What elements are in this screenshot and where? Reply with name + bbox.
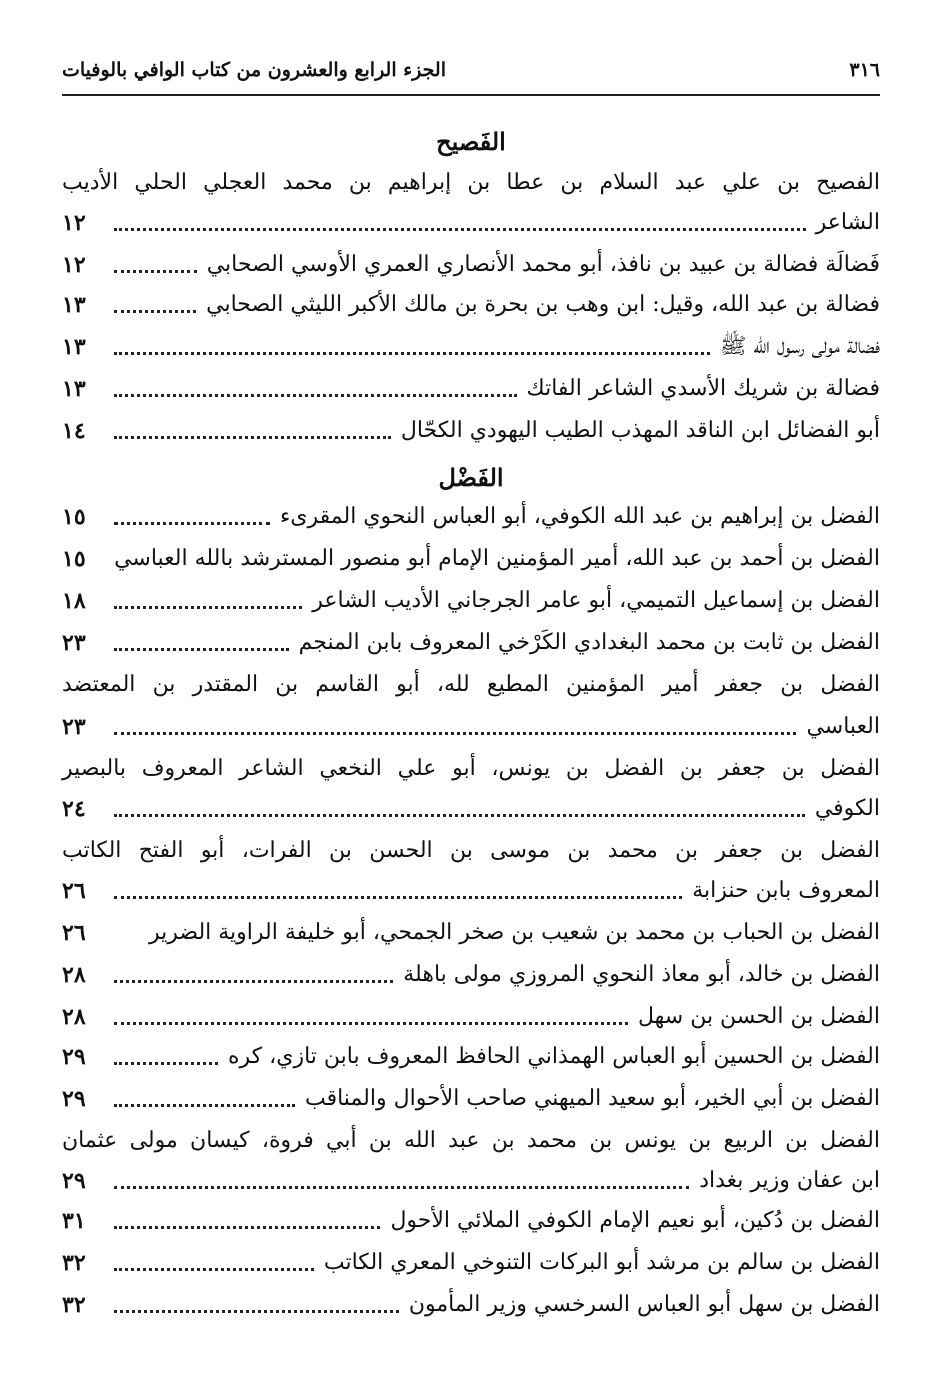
page-header <box>62 52 880 88</box>
dot-leader <box>114 648 289 651</box>
dot-leader <box>114 1062 218 1065</box>
entry-text: المعروف بابن حنزابة <box>692 878 880 903</box>
toc-entry <box>62 1160 880 1202</box>
page-ref: ١٣ <box>62 292 86 318</box>
entry-line: الفضل بن جعفر بن الفضل بن يونس، أبو علي النخعي الشاعر المعروف بالبصير <box>62 756 880 781</box>
page-ref: ١٨ <box>62 588 86 614</box>
running-title: الجزء الرابع والعشرون من كتاب الوافي بالوفيات <box>62 59 446 81</box>
dot-leader <box>114 1104 295 1107</box>
page-ref: ٢٣ <box>62 630 86 656</box>
toc-entry <box>62 996 880 1038</box>
toc-entry <box>62 706 880 748</box>
page-number: ٣١٦ <box>849 59 880 81</box>
entry-text: الفضل بن إبراهيم بن عبد الله الكوفي، أبو العباس النحوي المقرىء <box>279 504 880 529</box>
dot-leader <box>114 606 302 609</box>
page-ref: ٢٨ <box>62 962 86 988</box>
entry-text: الفضل بن الحسن بن سهل <box>637 1004 880 1029</box>
entry-text: الفضل بن ثابت بن محمد البغدادي الكَرْخي المعروف بابن المنجم <box>298 630 880 655</box>
page-ref: ٣١ <box>62 1208 86 1234</box>
dot-leader <box>114 1226 380 1229</box>
page-ref: ٢٦ <box>62 878 86 904</box>
entry-text: الكوفي <box>814 796 880 821</box>
page-ref: ٢٨ <box>62 1004 86 1030</box>
dot-leader <box>114 1022 628 1025</box>
page-ref: ٢٩ <box>62 1168 86 1194</box>
entry-line: الفصيح بن علي عبد السلام بن عطا بن إبراهيم بن محمد العجلي الحلي الأديب <box>62 170 880 195</box>
section-title-fadl: الفَضْل <box>438 463 504 492</box>
dot-leader <box>114 270 197 273</box>
dot-leader <box>114 310 196 313</box>
toc-entry <box>62 368 880 410</box>
entry-line: الفضل بن الربيع بن يونس بن محمد بن عبد الله بن أبي فروة، كيسان مولى عثمان <box>62 1128 880 1153</box>
toc-entry <box>62 954 880 996</box>
toc-entry <box>62 1284 880 1326</box>
entry-text: الفضل بن دُكين، أبو نعيم الإمام الكوفي الملائي الأحول <box>390 1208 880 1233</box>
entry-line: الفضل بن جعفر بن محمد بن موسى بن الحسن بن الفرات، أبو الفتح الكاتب <box>62 838 880 863</box>
section-title-fasih: الفَصيح <box>436 127 506 156</box>
dot-leader <box>114 814 805 817</box>
dot-leader <box>114 228 806 231</box>
entry-text: فضالة بن شريك الأسدي الشاعر الفاتك <box>526 376 880 401</box>
toc-entry <box>62 410 880 452</box>
dot-leader <box>114 522 270 525</box>
toc-entry <box>62 202 880 244</box>
entry-text: فضالة مولى رسول الله ﷺ <box>719 334 880 359</box>
dot-leader <box>114 896 682 899</box>
toc-entry <box>62 1078 880 1120</box>
entry-text: الفضل بن إسماعيل التميمي، أبو عامر الجرجاني الأديب الشاعر <box>312 588 880 613</box>
page-ref: ٢٩ <box>62 1086 86 1112</box>
entry-text: الفضل بن الحباب بن محمد بن شعيب بن صخر الجمحي، أبو خليفة الراوية الضرير <box>148 920 880 945</box>
dot-leader <box>114 436 391 439</box>
dot-leader <box>114 1186 689 1189</box>
dot-leader <box>114 1310 399 1313</box>
dot-leader <box>114 732 796 735</box>
page-ref: ١٥ <box>62 504 86 530</box>
entry-text: الفضل بن سالم بن مرشد أبو البركات التنوخي المعري الكاتب <box>323 1250 880 1275</box>
page-ref: ١٤ <box>62 418 86 444</box>
toc-entry <box>62 1036 880 1078</box>
toc-entry <box>62 284 880 326</box>
toc-entry <box>62 788 880 830</box>
page-ref: ١٣ <box>62 334 86 360</box>
toc-entry <box>62 496 880 538</box>
page-ref: ١٢ <box>62 252 86 278</box>
toc-entry <box>62 326 880 368</box>
page-ref: ٢٣ <box>62 714 86 740</box>
entry-text: فضالة بن عبد الله، وقيل: ابن وهب بن بحرة بن مالك الأكبر الليثي الصحابي <box>206 292 880 317</box>
toc-entry <box>62 538 880 580</box>
entry-text: أبو الفضائل ابن الناقد المهذب الطيب اليهودي الكحّال <box>400 418 880 443</box>
dot-leader <box>114 394 517 397</box>
toc-entry <box>62 580 880 622</box>
toc-entry <box>62 244 880 286</box>
dot-leader <box>114 980 393 983</box>
toc-entry <box>62 870 880 912</box>
entry-text: الفضل بن سهل أبو العباس السرخسي وزير المأمون <box>408 1292 880 1317</box>
entry-line: الفضل بن جعفر أمير المؤمنين المطيع لله، أبو القاسم بن المقتدر بن المعتضد <box>62 672 880 697</box>
toc-entry <box>62 1200 880 1242</box>
page-ref: ٣٢ <box>62 1292 86 1318</box>
page-ref: ٢٩ <box>62 1044 86 1070</box>
toc-entry <box>62 912 880 954</box>
entry-text: العباسي <box>806 714 880 739</box>
entry-text: ابن عفان وزير بغداد <box>699 1168 880 1193</box>
page-ref: ٢٦ <box>62 920 86 946</box>
entry-text: الفضل بن خالد، أبو معاذ النحوي المروزي مولى باهلة <box>403 962 880 987</box>
dot-leader <box>114 352 710 355</box>
page-ref: ١٢ <box>62 210 86 236</box>
entry-text: الفضل بن أحمد بن عبد الله، أمير المؤمنين الإمام أبو منصور المسترشد بالله العباسي <box>114 546 880 571</box>
page-ref: ١٥ <box>62 546 86 572</box>
entry-text: فَضالَة فضالة بن عبيد بن نافذ، أبو محمد الأنصاري العمري الأوسي الصحابي <box>206 252 880 277</box>
dot-leader <box>114 1268 314 1271</box>
page-ref: ١٣ <box>62 376 86 402</box>
toc-entry <box>62 1242 880 1284</box>
entry-text: الفضل بن الحسين أبو العباس الهمذاني الحافظ المعروف بابن تازي، كره <box>228 1044 880 1069</box>
entry-text: الفضل بن أبي الخير، أبو سعيد الميهني صاحب الأحوال والمناقب <box>304 1086 880 1111</box>
page-ref: ٣٢ <box>62 1250 86 1276</box>
header-rule <box>62 94 880 96</box>
page-ref: ٢٤ <box>62 796 86 822</box>
entry-text: الشاعر <box>815 210 880 235</box>
toc-entry <box>62 622 880 664</box>
